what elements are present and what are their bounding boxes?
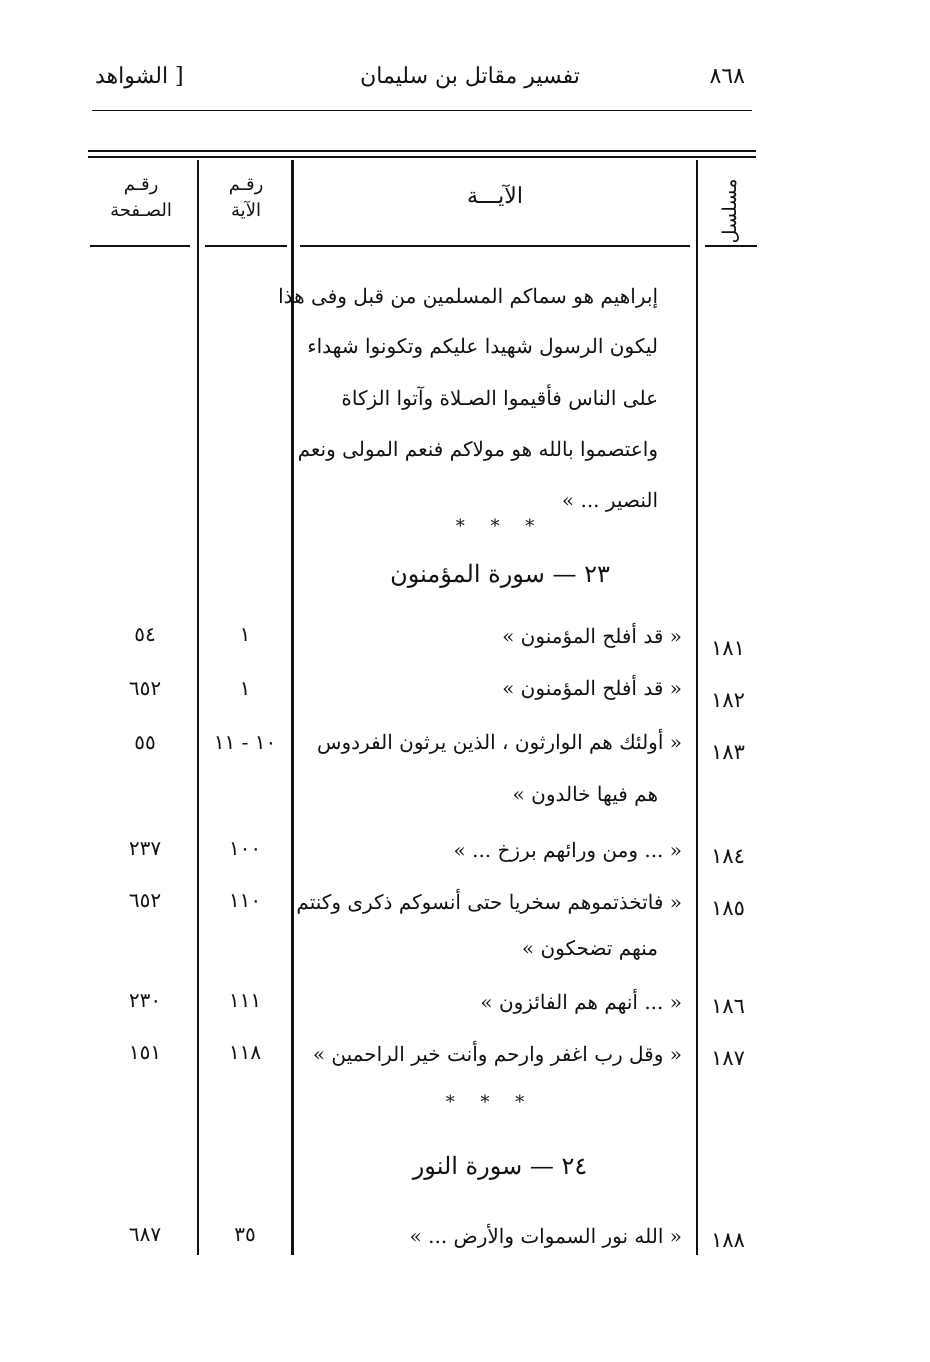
separator-stars: * * * <box>445 1092 535 1113</box>
row-verse-text: « أولئك هم الوارثون ، الذين يرثون الفردوس <box>317 730 682 754</box>
surah-heading: ٢٤ — سورة النور <box>412 1152 588 1180</box>
row-page-number: ٢٣٧ <box>128 836 162 860</box>
row-verse-text: « فاتخذتموهم سخريا حتى أنسوكم ذكرى وكنتم <box>296 890 682 914</box>
book-title: تفسير مقاتل بن سليمان <box>360 64 580 89</box>
row-serial: ١٨٢ <box>711 688 745 712</box>
row-verse-text: « وقل رب اغفر وارحم وأنت خير الراحمين » <box>312 1042 682 1066</box>
separator-stars: * * * <box>455 516 545 537</box>
row-page-number: ٦٥٢ <box>128 888 162 912</box>
col-header-verse-no <box>205 172 287 224</box>
row-serial: ١٨٦ <box>711 994 745 1018</box>
continuation-line: إبراهيم هو سماكم المسلمين من قبل وفى هذا <box>278 284 658 308</box>
continuation-line: ليكون الرسول شهيدا عليكم وتكونوا شهداء <box>307 334 658 358</box>
row-page-number: ٥٥ <box>134 730 156 754</box>
col-header-page-line1: رقـم <box>123 174 159 195</box>
col-header-serial: مسلسل <box>719 178 741 244</box>
col-header-page <box>92 172 190 224</box>
col-header-page-line2: الصـفحة <box>110 200 172 221</box>
section-name: [ الشواهد <box>95 64 184 89</box>
table-top-rule-2 <box>88 156 756 158</box>
table-top-rule <box>88 150 756 152</box>
header-underline-verse <box>300 245 690 247</box>
row-page-number: ٥٤ <box>134 622 156 646</box>
continuation-line: على الناس فأقيموا الصـلاة وآتوا الزكاة <box>341 386 658 410</box>
row-serial: ١٨١ <box>711 636 745 660</box>
row-page-number: ٦٥٢ <box>128 676 162 700</box>
row-verse-text: منهم تضحكون » <box>521 936 658 960</box>
row-verse-text: « قد أفلح المؤمنون » <box>502 676 682 700</box>
surah-heading: ٢٣ — سورة المؤمنون <box>390 560 610 588</box>
header-rule <box>92 110 752 111</box>
row-verse-text: « قد أفلح المؤمنون » <box>502 624 682 648</box>
row-verse-number: ١١٠ <box>228 888 262 912</box>
row-serial: ١٨٥ <box>711 896 745 920</box>
col-header-verse-no-line2: الآية <box>231 200 261 221</box>
page-number: ٨٦٨ <box>709 64 745 89</box>
row-verse-number: ١١١ <box>228 988 262 1012</box>
row-verse-text: « ... ومن ورائهم برزخ ... » <box>453 838 682 862</box>
header-underline-verse-no <box>205 245 287 247</box>
row-verse-number: ١ <box>239 676 251 700</box>
continuation-line: النصير ... » <box>561 488 658 512</box>
row-page-number: ٦٨٧ <box>128 1222 162 1246</box>
row-serial: ١٨٨ <box>711 1228 745 1252</box>
row-verse-number: ٣٥ <box>234 1222 256 1246</box>
row-serial: ١٨٣ <box>711 740 745 764</box>
row-page-number: ٢٣٠ <box>128 988 162 1012</box>
row-verse-number: ١ <box>239 622 251 646</box>
row-verse-text: « الله نور السموات والأرض ... » <box>409 1224 682 1248</box>
row-page-number: ١٥١ <box>128 1040 162 1064</box>
col-header-verse-no-line1: رقـم <box>228 174 264 195</box>
row-verse-text: هم فيها خالدون » <box>512 782 658 806</box>
row-verse-number: ١٠ - ١١ <box>213 730 277 754</box>
row-verse-number: ١١٨ <box>228 1040 262 1064</box>
col-divider-verse-no <box>197 160 199 1255</box>
continuation-line: واعتصموا بالله هو مولاكم فنعم المولى ونعم <box>297 437 658 461</box>
header-underline-page <box>90 245 190 247</box>
col-divider-verse <box>291 160 294 1255</box>
row-verse-text: « ... أنهم هم الفائزون » <box>480 990 682 1014</box>
row-serial: ١٨٤ <box>711 844 745 868</box>
row-verse-number: ١٠٠ <box>228 836 262 860</box>
row-serial: ١٨٧ <box>711 1046 745 1070</box>
col-header-verse: الآيـــة <box>467 184 523 209</box>
